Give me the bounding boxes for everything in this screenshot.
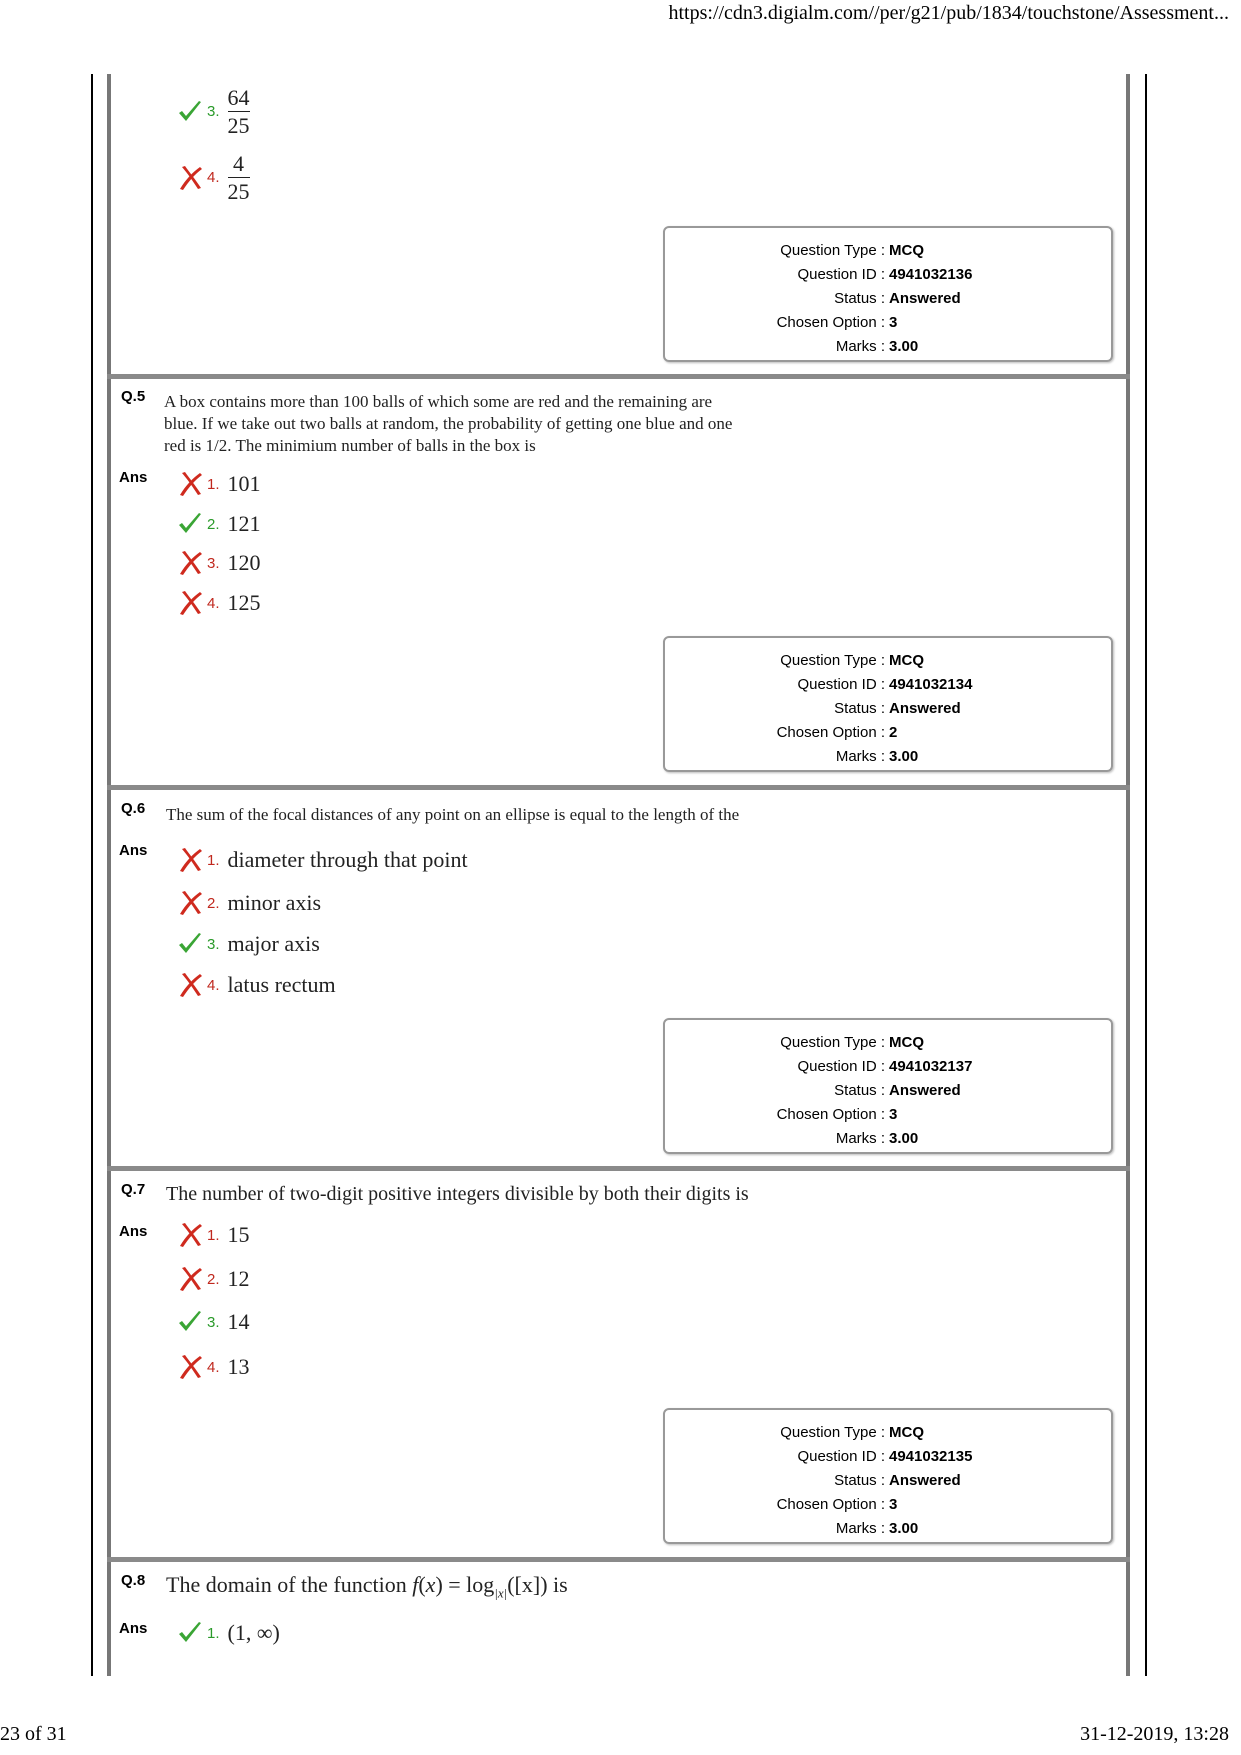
page-number: 23 of 31: [0, 1723, 67, 1745]
wrong-cross-icon: [176, 889, 204, 917]
question-divider: [107, 785, 1130, 790]
option-2: 2. minor axis: [176, 889, 321, 917]
option-1: 1. (1, ∞): [176, 1619, 280, 1647]
correct-check-icon: [176, 1308, 204, 1336]
option-2: 2. 12: [176, 1265, 250, 1293]
ans-label: Ans: [119, 469, 148, 486]
question-info-box: Question Type : MCQ Question ID : 4941032137 Status : Answered Chosen Option : 3 Marks : 3.00: [663, 1018, 1113, 1154]
fraction: $\frac{64}{25}$: [227, 85, 250, 139]
question-number: Q.5: [121, 388, 146, 405]
option-3: [176, 86, 250, 137]
question-status: Answered: [889, 699, 961, 717]
wrong-cross-icon: [176, 1221, 204, 1249]
option-4: 4. 13: [176, 1353, 250, 1381]
question-number: Q.6: [121, 800, 146, 817]
option-3: 3. major axis: [176, 930, 320, 958]
marks: 3.00: [889, 1519, 919, 1537]
option-1: 1. 101: [176, 470, 261, 498]
question-number: Q.7: [121, 1181, 146, 1198]
question-status: Answered: [889, 289, 961, 307]
ans-label: Ans: [119, 1223, 148, 1240]
wrong-cross-icon: [176, 846, 204, 874]
wrong-cross-icon: [176, 589, 204, 617]
right-margin-line: [1145, 74, 1147, 1676]
correct-check-icon: [176, 930, 204, 958]
left-margin-line: [91, 74, 93, 1676]
question-info-box: Question Type : MCQ Question ID : 4941032136 Status : Answered Chosen Option : 3 Marks : 3.00: [663, 226, 1113, 362]
wrong-cross-icon: [176, 971, 204, 999]
question-divider: [107, 1557, 1130, 1562]
option-4: 4. 125: [176, 589, 261, 617]
question-id: 4941032135: [889, 1447, 973, 1465]
marks: 3.00: [889, 337, 919, 355]
chosen-option: 2: [889, 723, 898, 741]
fraction: $\frac{4}{25}$: [227, 151, 250, 205]
ans-label: Ans: [119, 842, 148, 859]
question-type: MCQ: [889, 241, 924, 259]
question-text: The sum of the focal distances of any point on an ellipse is equal to the length of the: [166, 805, 740, 824]
question-info-box: Question Type : MCQ Question ID : 4941032134 Status : Answered Chosen Option : 2 Marks : 3.00: [663, 636, 1113, 772]
option-3: 3. 14: [176, 1308, 250, 1336]
wrong-cross-icon: [176, 164, 204, 192]
question-id: 4941032137: [889, 1057, 973, 1075]
question-id: 4941032136: [889, 265, 973, 283]
print-datetime: 31-12-2019, 13:28: [1080, 1723, 1229, 1745]
wrong-cross-icon: [176, 1265, 204, 1293]
wrong-cross-icon: [176, 1353, 204, 1381]
page-url: https://cdn3.digialm.com//per/g21/pub/1834/touchstone/Assessment...: [668, 2, 1229, 24]
wrong-cross-icon: [176, 470, 204, 498]
question-type: MCQ: [889, 1423, 924, 1441]
question-divider: [107, 1166, 1130, 1171]
question-type: MCQ: [889, 1033, 924, 1051]
chosen-option: 3: [889, 1105, 898, 1123]
option-1: 1. 15: [176, 1221, 250, 1249]
wrong-cross-icon: [176, 549, 204, 577]
chosen-option: 3: [889, 313, 898, 331]
question-status: Answered: [889, 1471, 961, 1489]
ans-label: Ans: [119, 1620, 148, 1637]
question-info-box: Question Type : MCQ Question ID : 4941032135 Status : Answered Chosen Option : 3 Marks : 3.00: [663, 1408, 1113, 1544]
option-3: 3. 120: [176, 549, 261, 577]
option-number: 3.: [207, 103, 220, 121]
marks: 3.00: [889, 1129, 919, 1147]
question-type: MCQ: [889, 651, 924, 669]
correct-check-icon: [176, 1619, 204, 1647]
chosen-option: 3: [889, 1495, 898, 1513]
question-text: The number of two-digit positive integers divisible by both their digits is: [166, 1183, 749, 1205]
question-status: Answered: [889, 1081, 961, 1099]
marks: 3.00: [889, 747, 919, 765]
question-text: A box contains more than 100 balls of which some are red and the remaining are blue. If we take out two balls at random, the probability of getting one blue and one red is 1/2. The minimium number of balls in the box is: [164, 392, 733, 455]
correct-check-icon: [176, 510, 204, 538]
option-number: 4.: [207, 169, 220, 187]
option-4: 4. latus rectum: [176, 971, 336, 999]
question-text: The domain of the function $f(x) = \log_{|x|}([x])$ is: [166, 1572, 568, 1601]
question-divider: [107, 374, 1130, 379]
question-id: 4941032134: [889, 675, 973, 693]
option-2: 2. 121: [176, 510, 261, 538]
option-4: [176, 152, 250, 203]
option-1: 1. diameter through that point: [176, 846, 468, 874]
question-number: Q.8: [121, 1572, 146, 1589]
correct-check-icon: [176, 98, 204, 126]
